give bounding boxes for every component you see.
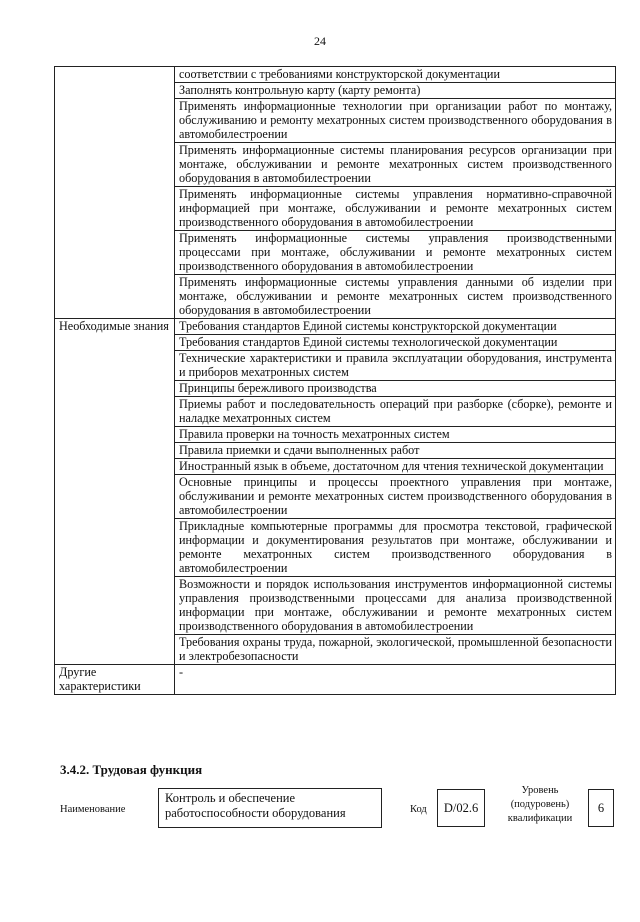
other-characteristics-label: Другие характеристики	[55, 665, 175, 695]
skill-item: Заполнять контрольную карту (карту ремонта)	[175, 83, 616, 99]
other-characteristics-value: -	[175, 665, 616, 695]
knowledge-item: Требования охраны труда, пожарной, экологической, промышленной безопасности и электробезопасности	[175, 635, 616, 665]
knowledge-item: Правила проверки на точность мехатронных систем	[175, 427, 616, 443]
skill-item: Применять информационные системы управления нормативно-справочной информацией при монтаже, обслуживании и ремонте мехатронных систем производственного оборудования в автомобилестроении	[175, 187, 616, 231]
knowledge-item: Возможности и порядок использования инструментов информационной системы управления производственными процессами для анализа производственной информации при монтаже, обслуживании и ремонте мехатронных систем производственного оборудования в автомобилестроении	[175, 577, 616, 635]
knowledge-label: Необходимые знания	[55, 319, 175, 665]
knowledge-item: Принципы бережливого производства	[175, 381, 616, 397]
name-label: Наименование	[60, 804, 126, 815]
skill-item: Применять информационные технологии при организации работ по монтажу, обслуживанию и ремонту мехатронных систем производственного оборудования в автомобилестроении	[175, 99, 616, 143]
skill-item: соответствии с требованиями конструкторской документации	[175, 67, 616, 83]
code-label: Код	[410, 804, 427, 815]
table-row	[55, 665, 616, 695]
skill-item: Применять информационные системы управления данными об изделии при монтаже, обслуживании и ремонте мехатронных систем производственного оборудования в автомобилестроении	[175, 275, 616, 319]
skills-label-cell	[55, 67, 175, 319]
skill-item: Применять информационные системы планирования ресурсов организации при монтаже, обслуживании и ремонте мехатронных систем производственного оборудования в автомобилестроении	[175, 143, 616, 187]
table-row	[55, 319, 616, 335]
knowledge-item: Прикладные компьютерные программы для просмотра текстовой, графической информации и документирования результатов при монтаже, обслуживании и ремонте мехатронных систем производственного оборудования в автомобилестроении	[175, 519, 616, 577]
function-code-box: D/02.6	[437, 789, 485, 827]
knowledge-item: Технические характеристики и правила эксплуатации оборудования, инструмента и приборов мехатронных систем	[175, 351, 616, 381]
requirements-table	[54, 66, 616, 695]
knowledge-item: Основные принципы и процессы проектного управления при монтаже, обслуживании и ремонте мехатронных систем производственного оборудования в автомобилестроении	[175, 475, 616, 519]
section-heading: 3.4.2. Трудовая функция	[60, 762, 203, 777]
knowledge-item: Приемы работ и последовательность операций при разборке (сборке), ремонте и наладке мехатронных систем	[175, 397, 616, 427]
knowledge-item: Иностранный язык в объеме, достаточном для чтения технической документации	[175, 459, 616, 475]
knowledge-item: Правила приемки и сдачи выполненных работ	[175, 443, 616, 459]
function-name-box: Контроль и обеспечение работоспособности оборудования	[158, 788, 382, 828]
knowledge-item: Требования стандартов Единой системы конструкторской документации	[175, 319, 616, 335]
page-number: 24	[314, 34, 326, 48]
qualification-level-label: Уровень (подуровень) квалификации	[507, 785, 573, 824]
skill-item: Применять информационные системы управления производственными процессами при монтаже, обслуживании и ремонте мехатронных систем производственного оборудования в автомобилестроении	[175, 231, 616, 275]
knowledge-item: Требования стандартов Единой системы технологической документации	[175, 335, 616, 351]
qualification-level-box: 6	[588, 789, 614, 827]
table-row	[55, 67, 616, 83]
